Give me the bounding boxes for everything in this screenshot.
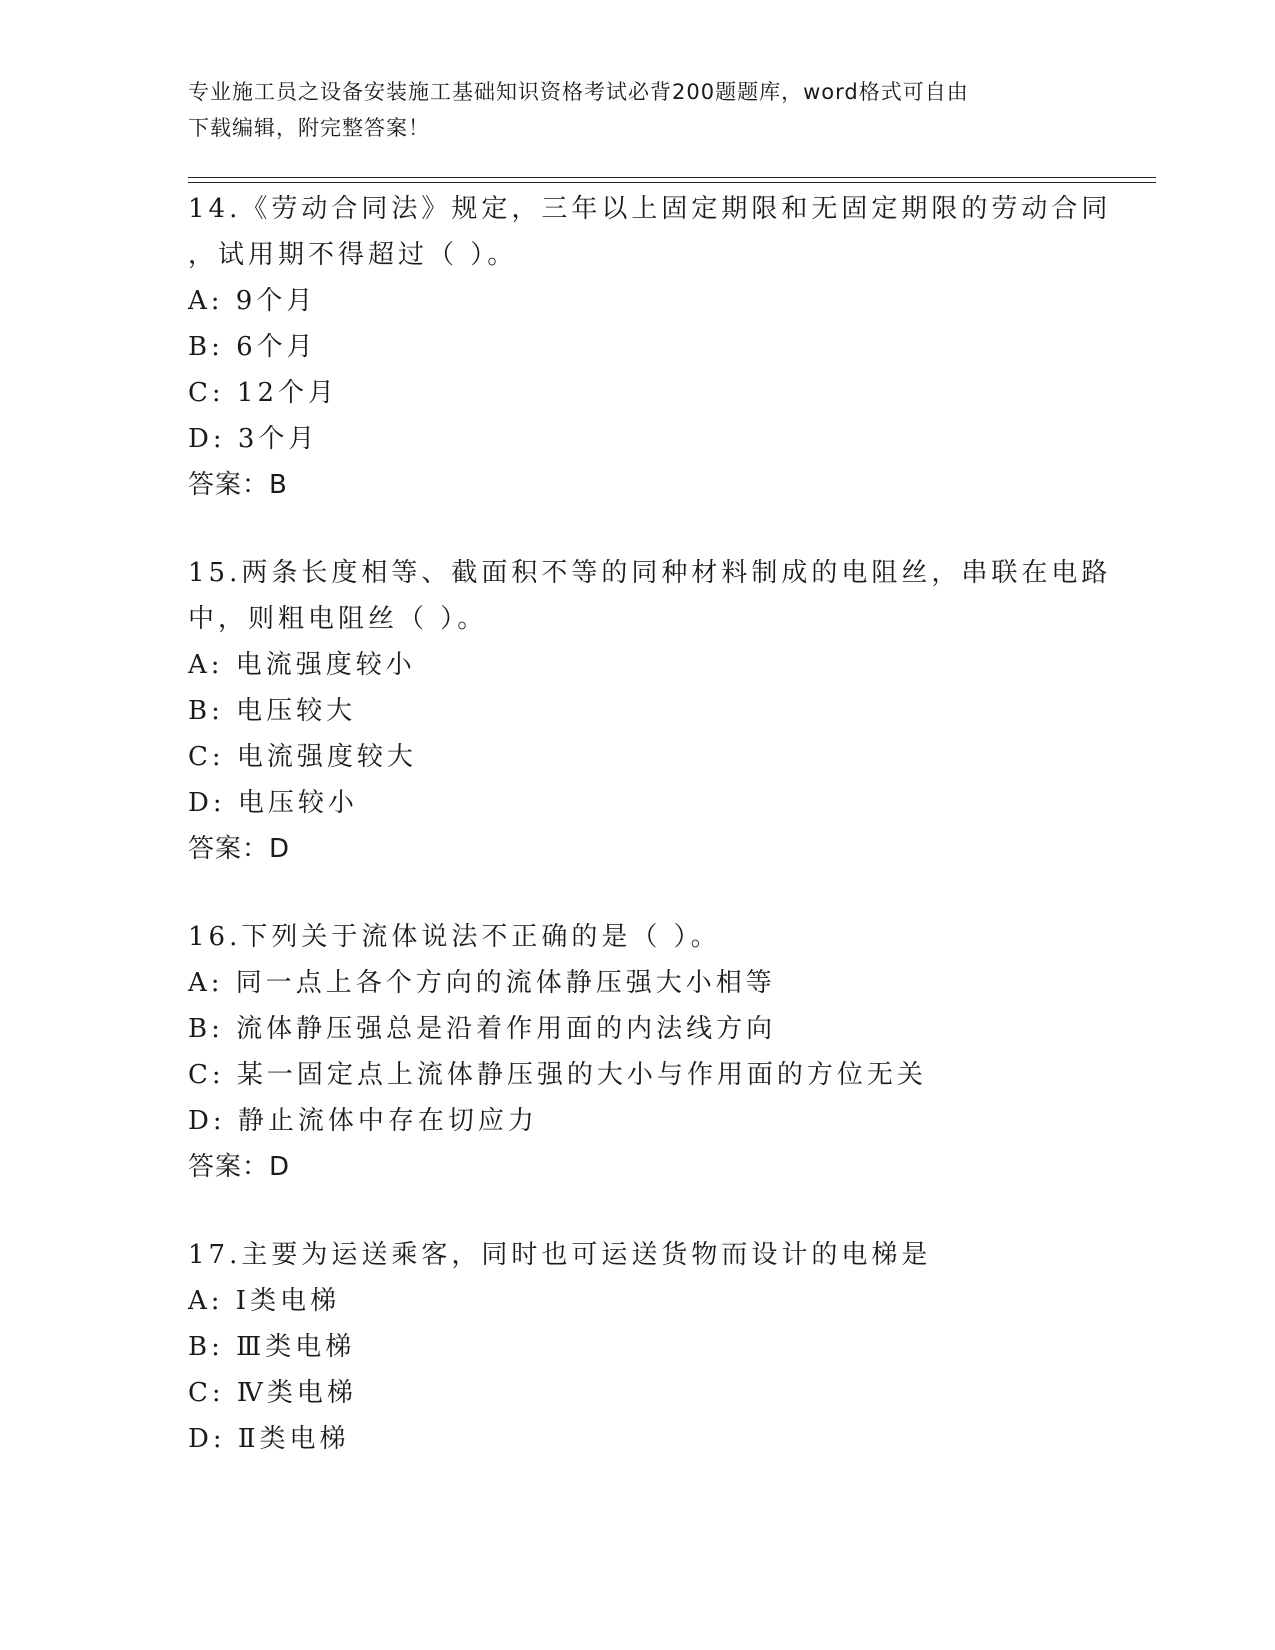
document-header (188, 74, 1068, 146)
option-a: A: 9个月 (188, 286, 317, 316)
header-divider-bottom (188, 182, 1156, 183)
question-list (188, 186, 1112, 1504)
question-text: 16.下列关于流体说法不正确的是（ ）。 (188, 922, 721, 952)
option-b: B: Ⅲ类电梯 (188, 1332, 356, 1362)
header-line-1: 专业施工员之设备安装施工基础知识资格考试必背200题题库，word格式可自由 (188, 80, 969, 104)
answer-text: 答案：D (188, 1152, 291, 1182)
option-b: B: 流体静压强总是沿着作用面的内法线方向 (188, 1014, 777, 1044)
question-15 (188, 550, 1112, 872)
option-a: A: Ⅰ类电梯 (188, 1286, 341, 1316)
option-c: C: 电流强度较大 (188, 742, 417, 772)
option-d: D: 静止流体中存在切应力 (188, 1106, 538, 1136)
option-d: D: 电压较小 (188, 788, 358, 818)
option-a: A: 电流强度较小 (188, 650, 416, 680)
option-c: C: 某一固定点上流体静压强的大小与作用面的方位无关 (188, 1060, 927, 1090)
option-b: B: 电压较大 (188, 696, 357, 726)
option-c: C: Ⅳ类电梯 (188, 1378, 357, 1408)
option-d: D: 3个月 (188, 424, 319, 454)
header-divider-top (188, 177, 1156, 178)
question-text: 17.主要为运送乘客，同时也可运送货物而设计的电梯是 (188, 1240, 932, 1270)
answer-text: 答案：B (188, 470, 288, 500)
question-14 (188, 186, 1112, 508)
option-d: D: Ⅱ类电梯 (188, 1424, 350, 1454)
question-17 (188, 1232, 1088, 1462)
option-a: A: 同一点上各个方向的流体静压强大小相等 (188, 968, 776, 998)
header-line-2: 下载编辑，附完整答案！ (188, 116, 430, 140)
question-16 (188, 914, 1088, 1190)
answer-text: 答案：D (188, 834, 291, 864)
option-b: B: 6个月 (188, 332, 317, 362)
question-text: ，试用期不得超过（ ）。 (188, 240, 518, 270)
option-c: C: 12个月 (188, 378, 339, 408)
question-text: 15.两条长度相等、截面积不等的同种材料制成的电阻丝，串联在电路 (188, 558, 1112, 588)
question-text: 14.《劳动合同法》规定，三年以上固定期限和无固定期限的劳动合同 (188, 194, 1112, 224)
question-text: 中，则粗电阻丝（ ）。 (188, 604, 488, 634)
